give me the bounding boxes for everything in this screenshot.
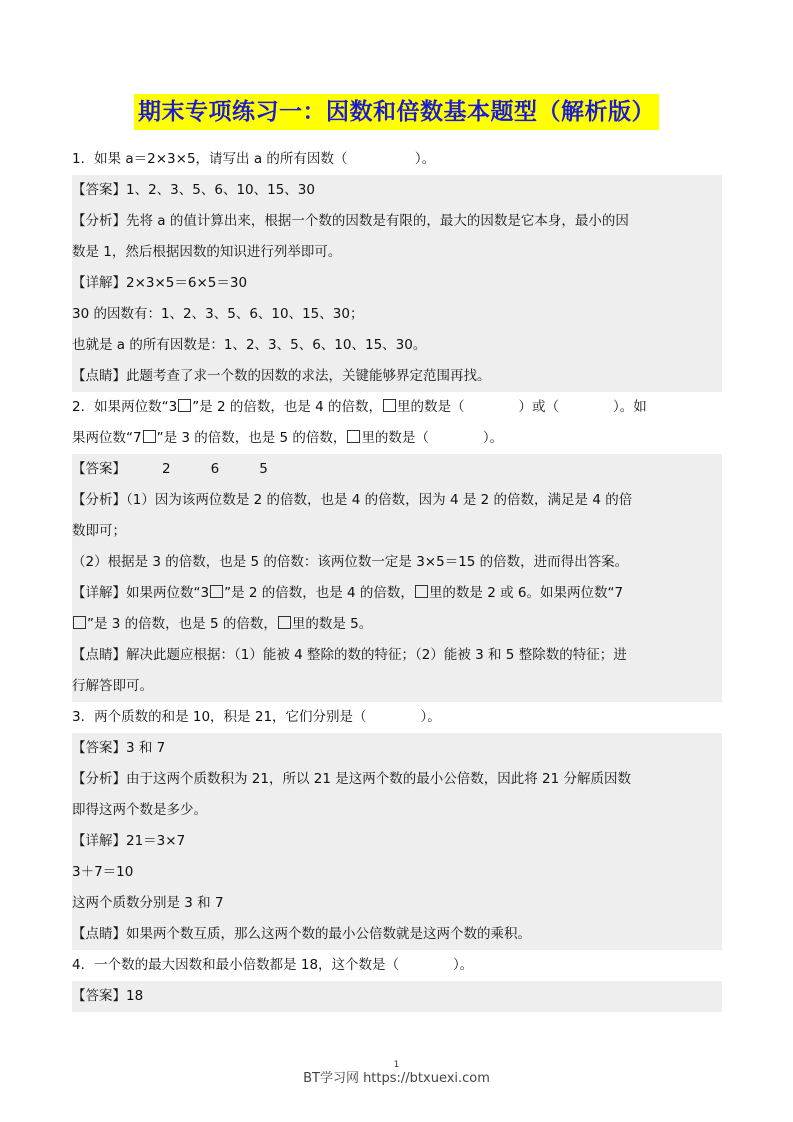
blank-box-icon bbox=[347, 430, 360, 443]
q2-text: 里的数是（ ）或（ ）。如 bbox=[397, 399, 647, 415]
blank-box-icon bbox=[143, 430, 156, 443]
q2-text: 2．如果两位数“3 bbox=[72, 399, 178, 415]
site-watermark[interactable]: BT学习网 https://btxuexi.com bbox=[303, 1071, 490, 1086]
q2-text: 果两位数“7 bbox=[72, 430, 142, 446]
analysis-3-line2: 即得这两个数是多少。 bbox=[72, 802, 207, 818]
detail-1-line2: 30 的因数有：1、2、3、5、6、10、15、30； bbox=[72, 306, 364, 322]
answer-3: 【答案】3 和 7 bbox=[72, 740, 166, 756]
detail-2-line2 bbox=[72, 609, 722, 640]
answer-2 bbox=[72, 454, 722, 485]
answer-label: 【答案】 bbox=[72, 461, 126, 477]
question-3: 3．两个质数的和是 10，积是 21，它们分别是（ ）。 bbox=[72, 709, 441, 725]
answer-value: 2 bbox=[162, 461, 171, 477]
analysis-2-line2: 数即可； bbox=[72, 523, 126, 539]
page-title: 期末专项练习一：因数和倍数基本题型（解析版） bbox=[134, 94, 659, 130]
page-footer bbox=[0, 1060, 793, 1088]
answer-value: 5 bbox=[259, 461, 268, 477]
analysis-1-line1: 【分析】先将 a 的值计算出来，根据一个数的因数是有限的，最大的因数是它本身，最小的因 bbox=[72, 213, 629, 229]
answer-1: 【答案】1、2、3、5、6、10、15、30 bbox=[72, 182, 315, 198]
analysis-2-line1: 【分析】（1）因为该两位数是 2 的倍数，也是 4 的倍数，因为 4 是 2 的倍数，满足是 4 的倍 bbox=[72, 492, 633, 508]
document-body bbox=[72, 144, 722, 1012]
blank-box-icon bbox=[415, 585, 428, 598]
solution-3 bbox=[72, 733, 722, 950]
note-1: 【点睛】此题考查了求一个数的因数的求法，关键能够界定范围再找。 bbox=[72, 368, 491, 384]
note-2-line2: 行解答即可。 bbox=[72, 678, 153, 694]
question-4: 4．一个数的最大因数和最小倍数都是 18，这个数是（ ）。 bbox=[72, 957, 474, 973]
detail-text: ”是 3 的倍数，也是 5 的倍数， bbox=[87, 616, 277, 632]
blank-box-icon bbox=[210, 585, 223, 598]
solution-4 bbox=[72, 981, 722, 1012]
answer-value: 6 bbox=[210, 461, 220, 477]
detail-3-line1: 【详解】21＝3×7 bbox=[72, 833, 186, 849]
blank-box-icon bbox=[178, 399, 191, 412]
question-1: 1．如果 a＝2×3×5，请写出 a 的所有因数（ ）。 bbox=[72, 151, 436, 167]
detail-3-line3: 这两个质数分别是 3 和 7 bbox=[72, 895, 224, 911]
detail-3-line2: 3＋7＝10 bbox=[72, 864, 134, 880]
answer-4: 【答案】18 bbox=[72, 988, 144, 1004]
blank-box-icon bbox=[278, 616, 291, 629]
detail-text: 【详解】如果两位数“3 bbox=[72, 585, 210, 601]
detail-1-line3: 也就是 a 的所有因数是：1、2、3、5、6、10、15、30。 bbox=[72, 337, 427, 353]
solution-2 bbox=[72, 454, 722, 702]
q2-text: ”是 3 的倍数，也是 5 的倍数， bbox=[156, 430, 347, 446]
detail-1-line1: 【详解】2×3×5＝6×5＝30 bbox=[72, 275, 248, 291]
q2-text: 里的数是（ ）。 bbox=[361, 430, 504, 446]
note-3: 【点睛】如果两个数互质，那么这两个数的最小公倍数就是这两个数的乘积。 bbox=[72, 926, 531, 942]
page-number: 1 bbox=[393, 1060, 400, 1070]
detail-text: ”是 2 的倍数，也是 4 的倍数， bbox=[224, 585, 414, 601]
analysis-2-line3: （2）根据是 3 的倍数，也是 5 的倍数：该两位数一定是 3×5＝15 的倍数，进而得出答案。 bbox=[72, 554, 629, 570]
q2-text: ”是 2 的倍数，也是 4 的倍数， bbox=[192, 399, 383, 415]
detail-text: 里的数是 5。 bbox=[291, 616, 373, 632]
detail-2-line1 bbox=[72, 578, 722, 609]
blank-box-icon bbox=[383, 399, 396, 412]
title-wrap bbox=[0, 94, 793, 130]
detail-text: 里的数是 2 或 6。如果两位数“7 bbox=[428, 585, 624, 601]
solution-1 bbox=[72, 175, 722, 392]
note-2-line1: 【点睛】解决此题应根据：（1）能被 4 整除的数的特征；（2）能被 3 和 5 整除数的特征；进 bbox=[72, 647, 627, 663]
question-2-line1 bbox=[72, 392, 722, 423]
question-2-line2 bbox=[72, 423, 722, 454]
analysis-1-line2: 数是 1，然后根据因数的知识进行列举即可。 bbox=[72, 244, 342, 260]
blank-box-icon bbox=[73, 616, 86, 629]
analysis-3-line1: 【分析】由于这两个质数积为 21，所以 21 是这两个数的最小公倍数，因此将 21 分解质因数 bbox=[72, 771, 631, 787]
